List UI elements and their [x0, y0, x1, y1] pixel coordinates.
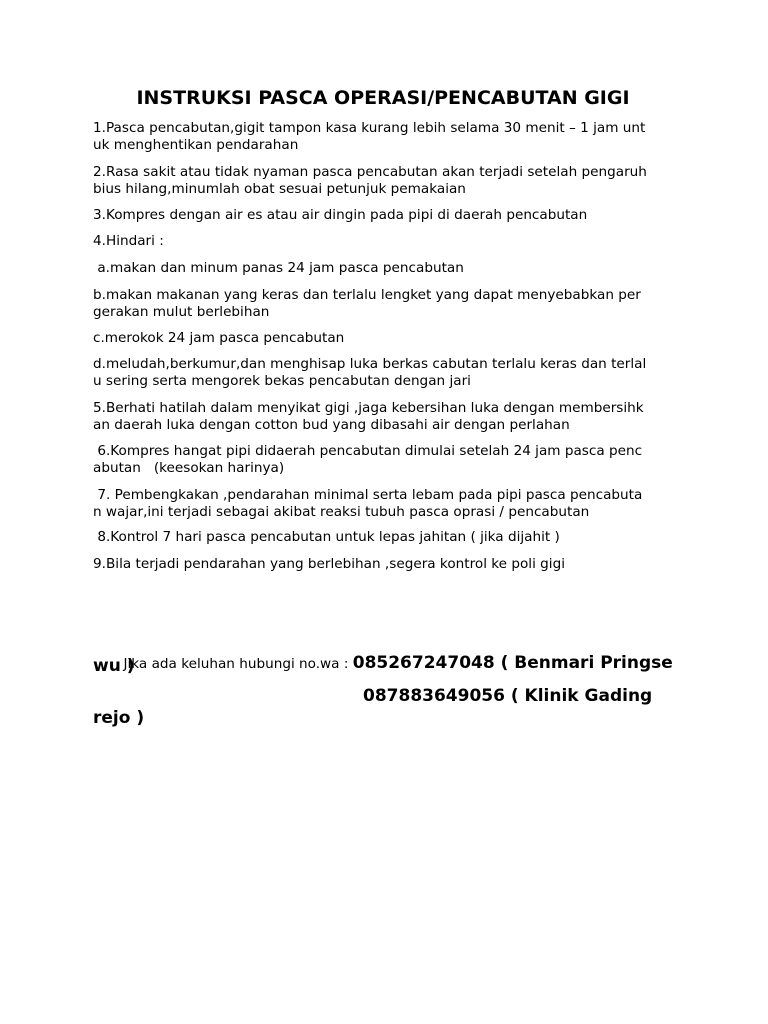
instruction-line: 5.Berhati hatilah dalam menyikat gigi ,jaga kebersihan luka dengan membersihk — [93, 400, 644, 416]
instruction-item-4d — [93, 356, 683, 390]
contact-row-1 — [93, 634, 673, 692]
instruction-line: b.makan makanan yang keras dan terlalu lengket yang dapat menyebabkan per — [93, 287, 641, 303]
instruction-line: 9.Bila terjadi pendarahan yang berlebihan ,segera kontrol ke poli gigi — [93, 556, 565, 572]
instruction-line: bius hilang,minumlah obat sesuai petunjuk pemakaian — [93, 181, 466, 197]
instruction-item-4b — [93, 287, 683, 321]
instruction-item-5 — [93, 400, 683, 434]
contact-number-1-continued: wu ) — [93, 656, 135, 676]
instruction-item-4c — [93, 330, 683, 347]
instruction-line: 1.Pasca pencabutan,gigit tampon kasa kurang lebih selama 30 menit – 1 jam unt — [93, 120, 646, 136]
contact-number-2-continued: rejo ) — [93, 708, 145, 728]
instruction-item-2 — [93, 164, 683, 198]
instruction-item-4 — [93, 233, 683, 250]
instruction-item-3 — [93, 207, 683, 224]
instruction-line: 2.Rasa sakit atau tidak nyaman pasca pencabutan akan terjadi setelah pengaruh — [93, 164, 647, 180]
instruction-line: 7. Pembengkakan ,pendarahan minimal serta lebam pada pipi pasca pencabuta — [93, 487, 643, 503]
instruction-line: 6.Kompres hangat pipi didaerah pencabutan dimulai setelah 24 jam pasca penc — [93, 443, 643, 459]
instruction-item-1 — [93, 120, 683, 154]
instruction-line: 8.Kontrol 7 hari pasca pencabutan untuk lepas jahitan ( jika dijahit ) — [93, 529, 560, 545]
contact-number-2: 087883649056 ( Klinik Gading — [363, 686, 653, 706]
instruction-line: an daerah luka dengan cotton bud yang dibasahi air dengan perlahan — [93, 417, 570, 433]
contact-label: Jika ada keluhan hubungi no.wa : — [123, 656, 353, 672]
instruction-item-9 — [93, 556, 683, 573]
instruction-line: c.merokok 24 jam pasca pencabutan — [93, 330, 345, 346]
instruction-line: uk menghentikan pendarahan — [93, 137, 299, 153]
instruction-item-4a — [93, 260, 683, 277]
instruction-item-6 — [93, 443, 683, 477]
instruction-item-7 — [93, 487, 683, 521]
instruction-item-8 — [93, 529, 683, 546]
contact-number-1: 085267247048 ( Benmari Pringse — [352, 653, 673, 673]
instruction-line: abutan (keesokan harinya) — [93, 460, 285, 476]
instruction-line: 3.Kompres dengan air es atau air dingin pada pipi di daerah pencabutan — [93, 207, 588, 223]
instruction-line: u sering serta mengorek bekas pencabutan dengan jari — [93, 373, 471, 389]
page-title: INSTRUKSI PASCA OPERASI/PENCABUTAN GIGI — [136, 87, 630, 109]
instruction-line: d.meludah,berkumur,dan menghisap luka berkas cabutan terlalu keras dan terlal — [93, 356, 647, 372]
instruction-line: a.makan dan minum panas 24 jam pasca pencabutan — [93, 260, 464, 276]
instruction-line: n wajar,ini terjadi sebagai akibat reaksi tubuh pasca oprasi / pencabutan — [93, 504, 590, 520]
instruction-line: gerakan mulut berlebihan — [93, 304, 270, 320]
instruction-line: 4.Hindari : — [93, 233, 164, 249]
